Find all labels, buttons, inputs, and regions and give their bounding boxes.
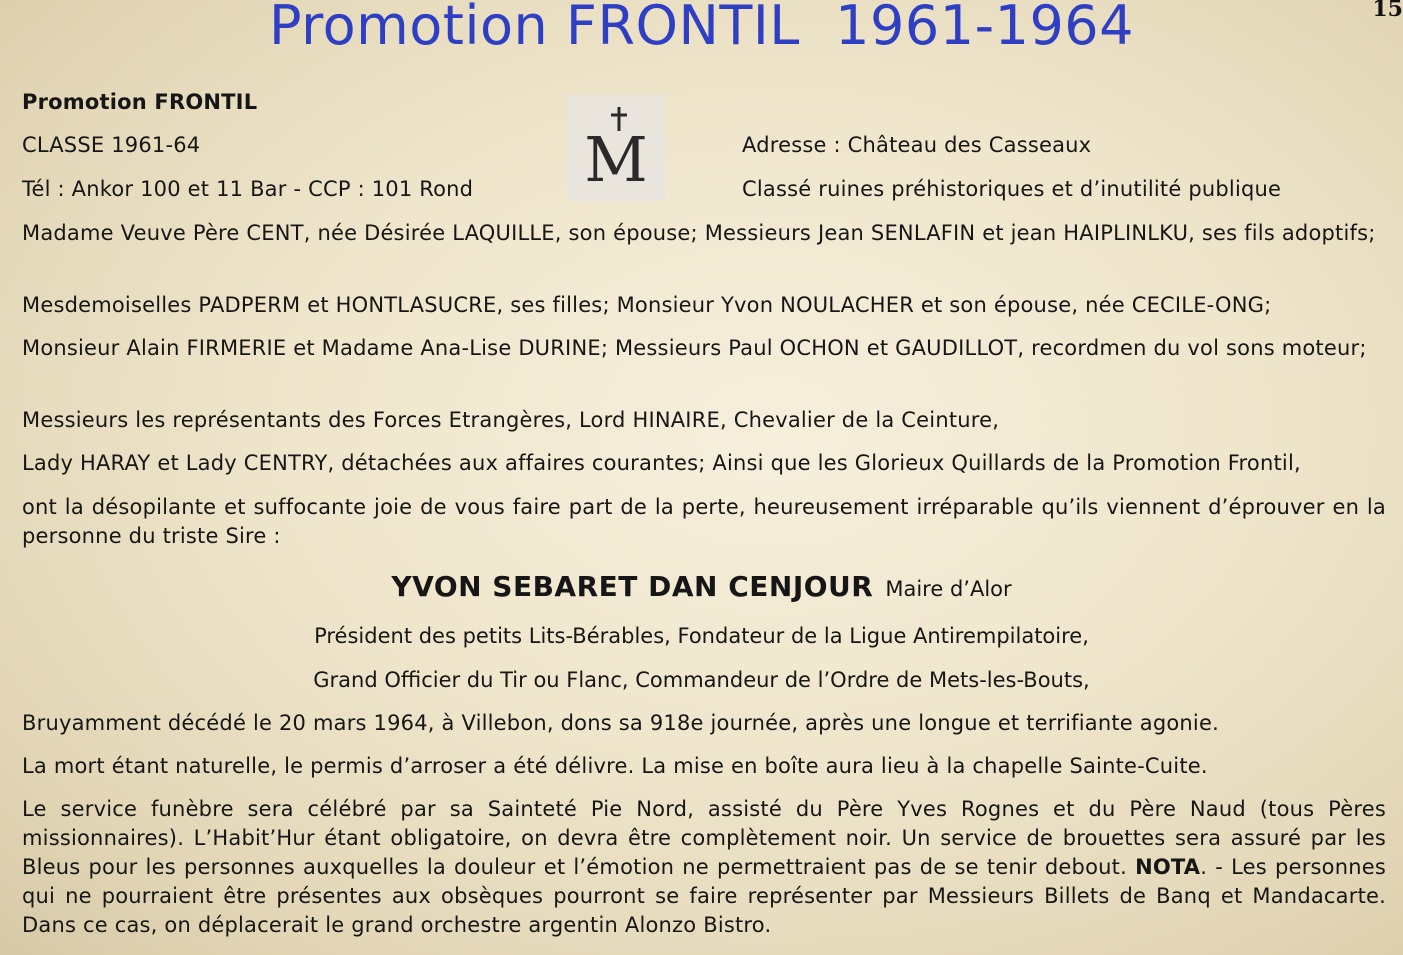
paragraph-death: Bruyamment décédé le 20 mars 1964, à Villebon, dons sa 918e journée, après une longue et terrifiante agonie. [22,711,1219,735]
deceased-line [0,572,1403,604]
deceased-honors-1: Président des petits Lits-Bérables, Fondateur de la Ligue Antirempilatoire, [314,624,1089,648]
service-text: Le service funèbre sera célébré par sa Sainteté Pie Nord, assisté du Père Yves Rognes et du Père Naud (tous Pères missionnaires). L’Habit’Hur étant obligatoire, on devra être complètement noir. Un service de brouettes sera assuré par les Bleus pour les personnes auxquelles la douleur et l’émotion ne permettraient pas de se tenir debout. [22,797,1386,879]
paragraph-announcement: ont la désopilante et suffocante joie de vous faire part de la perte, heureusement irréparable qu’ils viennent d’éprouver en la personne du triste Sire : [22,495,1386,548]
promotion-heading: Promotion FRONTIL [22,90,258,114]
paragraph-burial: La mort étant naturelle, le permis d’arroser a été délivre. La mise en boîte aura lieu à la chapelle Sainte-Cuite. [22,754,1208,778]
paragraph-friends: Monsieur Alain FIRMERIE et Madame Ana-Lise DURINE; Messieurs Paul OCHON et GAUDILLOT, recordmen du vol sons moteur; [22,336,1367,360]
class-line: CLASSE 1961-64 [22,133,201,157]
cross-m-monogram-icon [567,95,665,201]
address-line: Adresse : Château des Casseaux [742,133,1092,157]
deceased-title: Maire d’Alor [885,577,1012,601]
paragraph-family: Madame Veuve Père CENT, née Désirée LAQUILLE, son épouse; Messieurs Jean SENLAFIN et jean HAIPLINLKU, ses fils adoptifs; [22,221,1376,245]
paragraph-daughters: Mesdemoiselles PADPERM et HONTLASUCRE, ses filles; Monsieur Yvon NOULACHER et son épouse, née CECILE-ONG; [22,293,1272,317]
paragraph-representatives: Messieurs les représentants des Forces Etrangères, Lord HINAIRE, Chevalier de la Ceinture, [22,408,1000,432]
telephone-line: Tél : Ankor 100 et 11 Bar - CCP : 101 Rond [22,177,474,201]
page-number: 15 [1372,0,1403,22]
nota-text: . - Les personnes qui ne pourraient être présentes aux obsèques pourront se faire représenter par Messieurs Billets de Banq et Mandacarte. Dans ce cas, on déplacerait le grand orchestre argentin Alonzo Bistro. [22,855,1386,937]
svg-text:M: M [584,123,648,196]
deceased-name: YVON SEBARET DAN CENJOUR [391,570,874,603]
classification-line: Classé ruines préhistoriques et d’inutilité publique [742,177,1282,201]
nota-label: NOTA [1135,855,1201,879]
page-title: Promotion FRONTIL 1961-1964 [268,0,1135,57]
paragraph-service [22,795,1386,940]
deceased-honors-2: Grand Officier du Tir ou Flanc, Commandeur de l’Ordre de Mets-les-Bouts, [313,668,1090,692]
paragraph-ladies: Lady HARAY et Lady CENTRY, détachées aux affaires courantes; Ainsi que les Glorieux Quillards de la Promotion Frontil, [22,451,1301,475]
